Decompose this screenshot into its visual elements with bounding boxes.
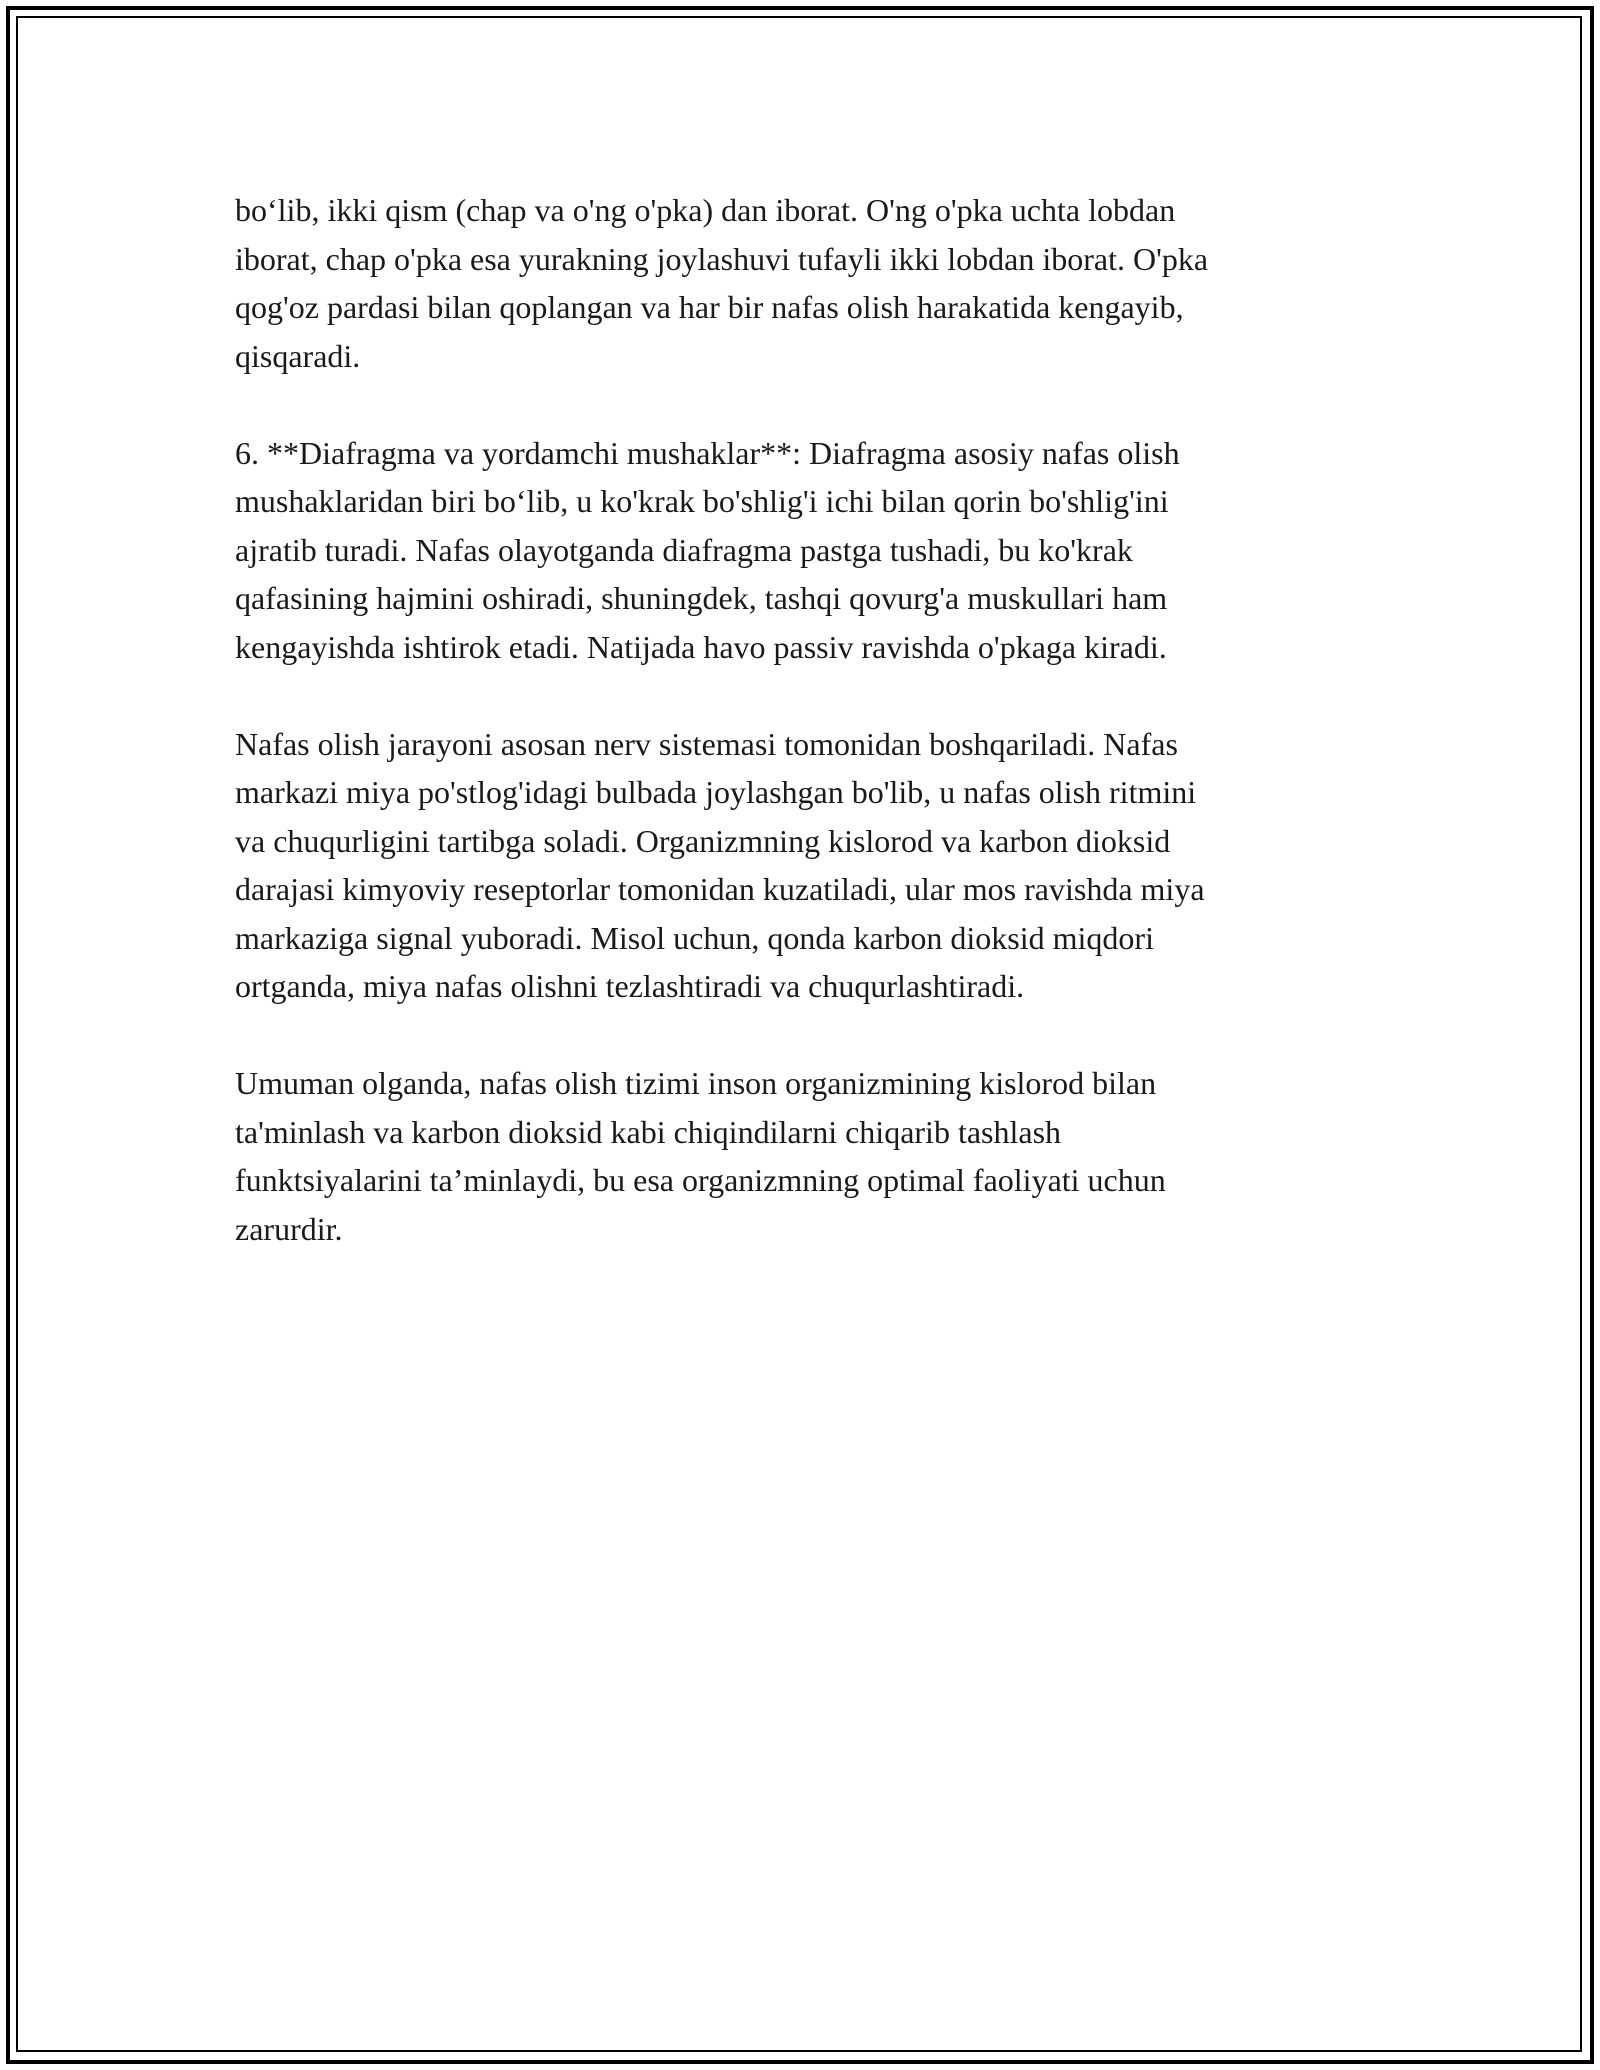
text-line: kengayishda ishtirok etadi. Natijada havo passiv ravishda o'pkaga kiradi. [235, 628, 1167, 665]
paragraph-diaphragm [235, 429, 1365, 672]
text-line: Nafas olish jarayoni asosan nerv sistemasi tomonidan boshqariladi. Nafas [235, 725, 1178, 762]
text-line: qafasining hajmini oshiradi, shuningdek, tashqi qovurg'a muskullari ham [235, 580, 1168, 616]
text-line: 6. **Diafragma va yordamchi mushaklar**: Diafragma asosiy nafas olish [235, 434, 1180, 471]
text-line: markazi miya po'stlog'idagi bulbada joylashgan bo'lib, u nafas olish ritmini [235, 774, 1197, 810]
text-line: bo‘lib, ikki qism (chap va o'ng o'pka) dan iborat. O'ng o'pka uchta lobdan [235, 192, 1176, 228]
text-line: ajratib turadi. Nafas olayotganda diafragma pastga tushadi, bu ko'krak [235, 531, 1133, 568]
paragraph-lung-continuation [235, 186, 1365, 380]
text-line: iborat, chap o'pka esa yurakning joylashuvi tufayli ikki lobdan iborat. O'pka [235, 240, 1209, 277]
text-line: ta'minlash va karbon dioksid kabi chiqindilarni chiqarib tashlash [235, 1113, 1062, 1150]
text-line: zarurdir. [235, 1210, 343, 1247]
text-line: va chuqurligini tartibga soladi. Organizmning kislorod va karbon dioksid [235, 822, 1171, 859]
text-line: Umuman olganda, nafas olish tizimi inson organizmining kislorod bilan [235, 1065, 1157, 1101]
text-line: qisqaradi. [235, 337, 361, 374]
document-body [235, 186, 1365, 1302]
text-line: qog'oz pardasi bilan qoplangan va har bir nafas olish harakatida kengayib, [235, 289, 1184, 325]
text-line: markaziga signal yuboradi. Misol uchun, qonda karbon dioksid miqdori [235, 919, 1154, 956]
text-line: ortganda, miya nafas olishni tezlashtiradi va chuqurlashtiradi. [235, 968, 1025, 1004]
text-line: mushaklaridan biri bo‘lib, u ko'krak bo'shlig'i ichi bilan qorin bo'shlig'ini [235, 483, 1169, 519]
text-line: darajasi kimyoviy reseptorlar tomonidan kuzatiladi, ular mos ravishda miya [235, 871, 1205, 907]
paragraph-nervous-control [235, 720, 1365, 1011]
text-line: funktsiyalarini ta’minlaydi, bu esa organizmning optimal faoliyati uchun [235, 1162, 1166, 1198]
paragraph-conclusion [235, 1059, 1365, 1253]
